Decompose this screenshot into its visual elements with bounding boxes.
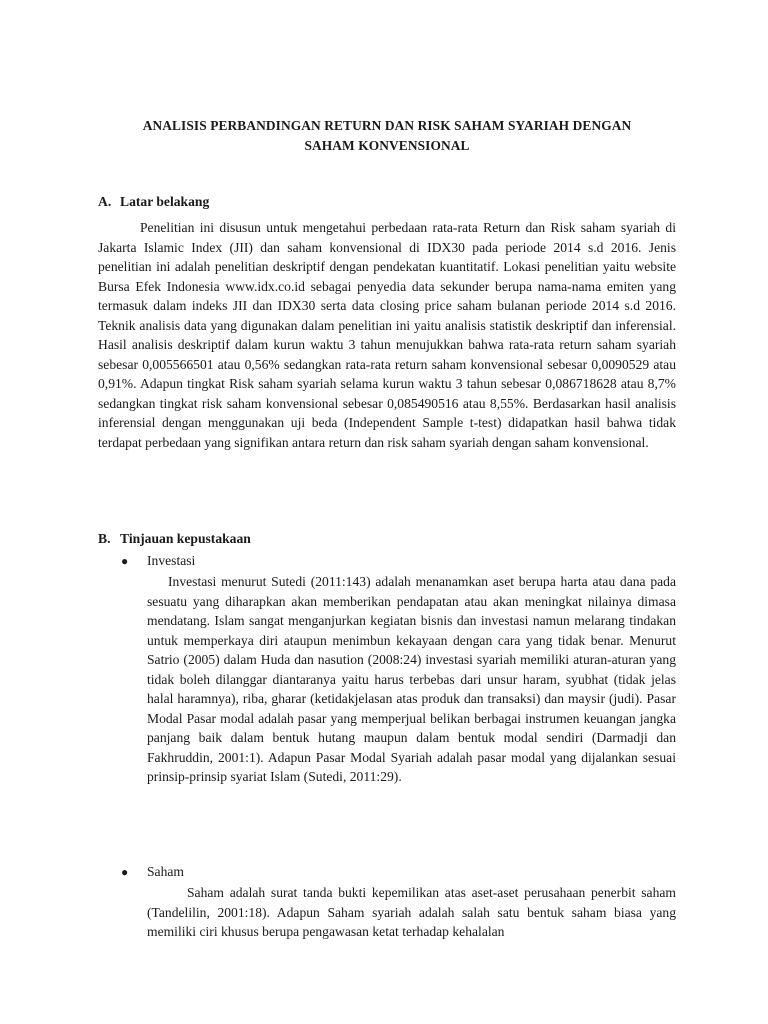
bullet-icon: ● [121,554,129,568]
document-title [100,116,674,156]
saham-paragraph: Saham adalah surat tanda bukti kepemilikan atas aset-aset perusahaan penerbit saham (Tandelilin, 2001:18). Adapun Saham syariah adalah salah satu bentuk saham biasa yang memiliki ciri khusus berupa pengawasan ketat terhadap kehalalan [147,885,676,939]
investasi-paragraph: Investasi menurut Sutedi (2011:143) adalah menanamkan aset berupa harta atau dana pada sesuatu yang diharapkan akan memberikan pendapatan atau akan meningkat nilainya dimasa mendatang. Islam sangat menganjurkan kegiatan bisnis dan investasi namun melarang tindakan untuk memperkaya diri ataupun menimbun kekayaan dengan cara yang tidak benar. Menurut Satrio (2005) dalam Huda dan nasution (2008:24) investasi syariah memiliki aturan-aturan yang tidak boleh dilanggar diantaranya yaitu harus terbebas dari unsur haram, syubhat (tidak jelas halal haramnya), riba, gharar (ketidakjelasan atas produk dan transaksi) dan maysir (judi). Pasar Modal Pasar modal adalah pasar yang memperjual belikan berbagai instrumen keuangan jangka panjang baik dalam bentuk hutang maupun dalam bentuk modal sendiri (Darmadji dan Fakhruddin, 2001:1). Adapun Pasar Modal Syariah adalah pasar modal yang dijalankan sesuai prinsip-prinsip syariat Islam (Sutedi, 2011:29). [147,574,676,784]
section-a-number: A. [98,194,112,209]
section-b-heading [98,529,251,549]
bullet-item-investasi [121,551,195,572]
bullet-icon: ● [121,865,129,879]
section-a-title: Latar belakang [120,194,210,209]
section-b-title: Tinjauan kepustakaan [120,531,251,546]
bullet-item-saham [121,862,184,883]
section-b-number: B. [98,531,111,546]
section-a-heading [98,192,209,212]
title-line-1: ANALISIS PERBANDINGAN RETURN DAN RISK SAHAM SYARIAH DENGAN [142,118,632,133]
bullet-label-saham: Saham [147,864,184,879]
section-a-paragraph: Penelitian ini disusun untuk mengetahui perbedaan rata-rata Return dan Risk saham syariah di Jakarta Islamic Index (JII) dan saham konvensional di IDX30 pada periode 2014 s.d 2016. Jenis penelitian ini adalah penelitian deskriptif dengan pendekatan kuantitatif. Lokasi penelitian yaitu website Bursa Efek Indonesia www.idx.co.id sebagai penyedia data sekunder berupa nama-nama emiten yang termasuk dalam indeks JII dan IDX30 serta data closing price saham bulanan periode 2014 s.d 2016. Teknik analisis data yang digunakan dalam penelitian ini yaitu analisis statistik deskriptif dan inferensial. Hasil analisis deskriptif dalam kurun waktu 3 tahun menujukkan bahwa rata-rata return saham syariah sebesar 0,005566501 atau 0,56% sedangkan rata-rata return saham konvensional sebesar 0,0090529 atau 0,91%. Adapun tingkat Risk saham syariah selama kurun waktu 3 tahun sebesar 0,086718628 atau 8,7% sedangkan tingkat risk saham konvensional sebesar 0,085490516 atau 8,55%. Berdasarkan hasil analisis inferensial dengan menggunakan uji beda (Independent Sample t-test) didapatkan hasil bahwa tidak terdapat perbedaan yang signifikan antara return dan risk saham syariah dengan saham konvensional. [98,220,676,450]
title-line-2: SAHAM KONVENSIONAL [304,138,470,153]
bullet-label-investasi: Investasi [147,553,196,568]
